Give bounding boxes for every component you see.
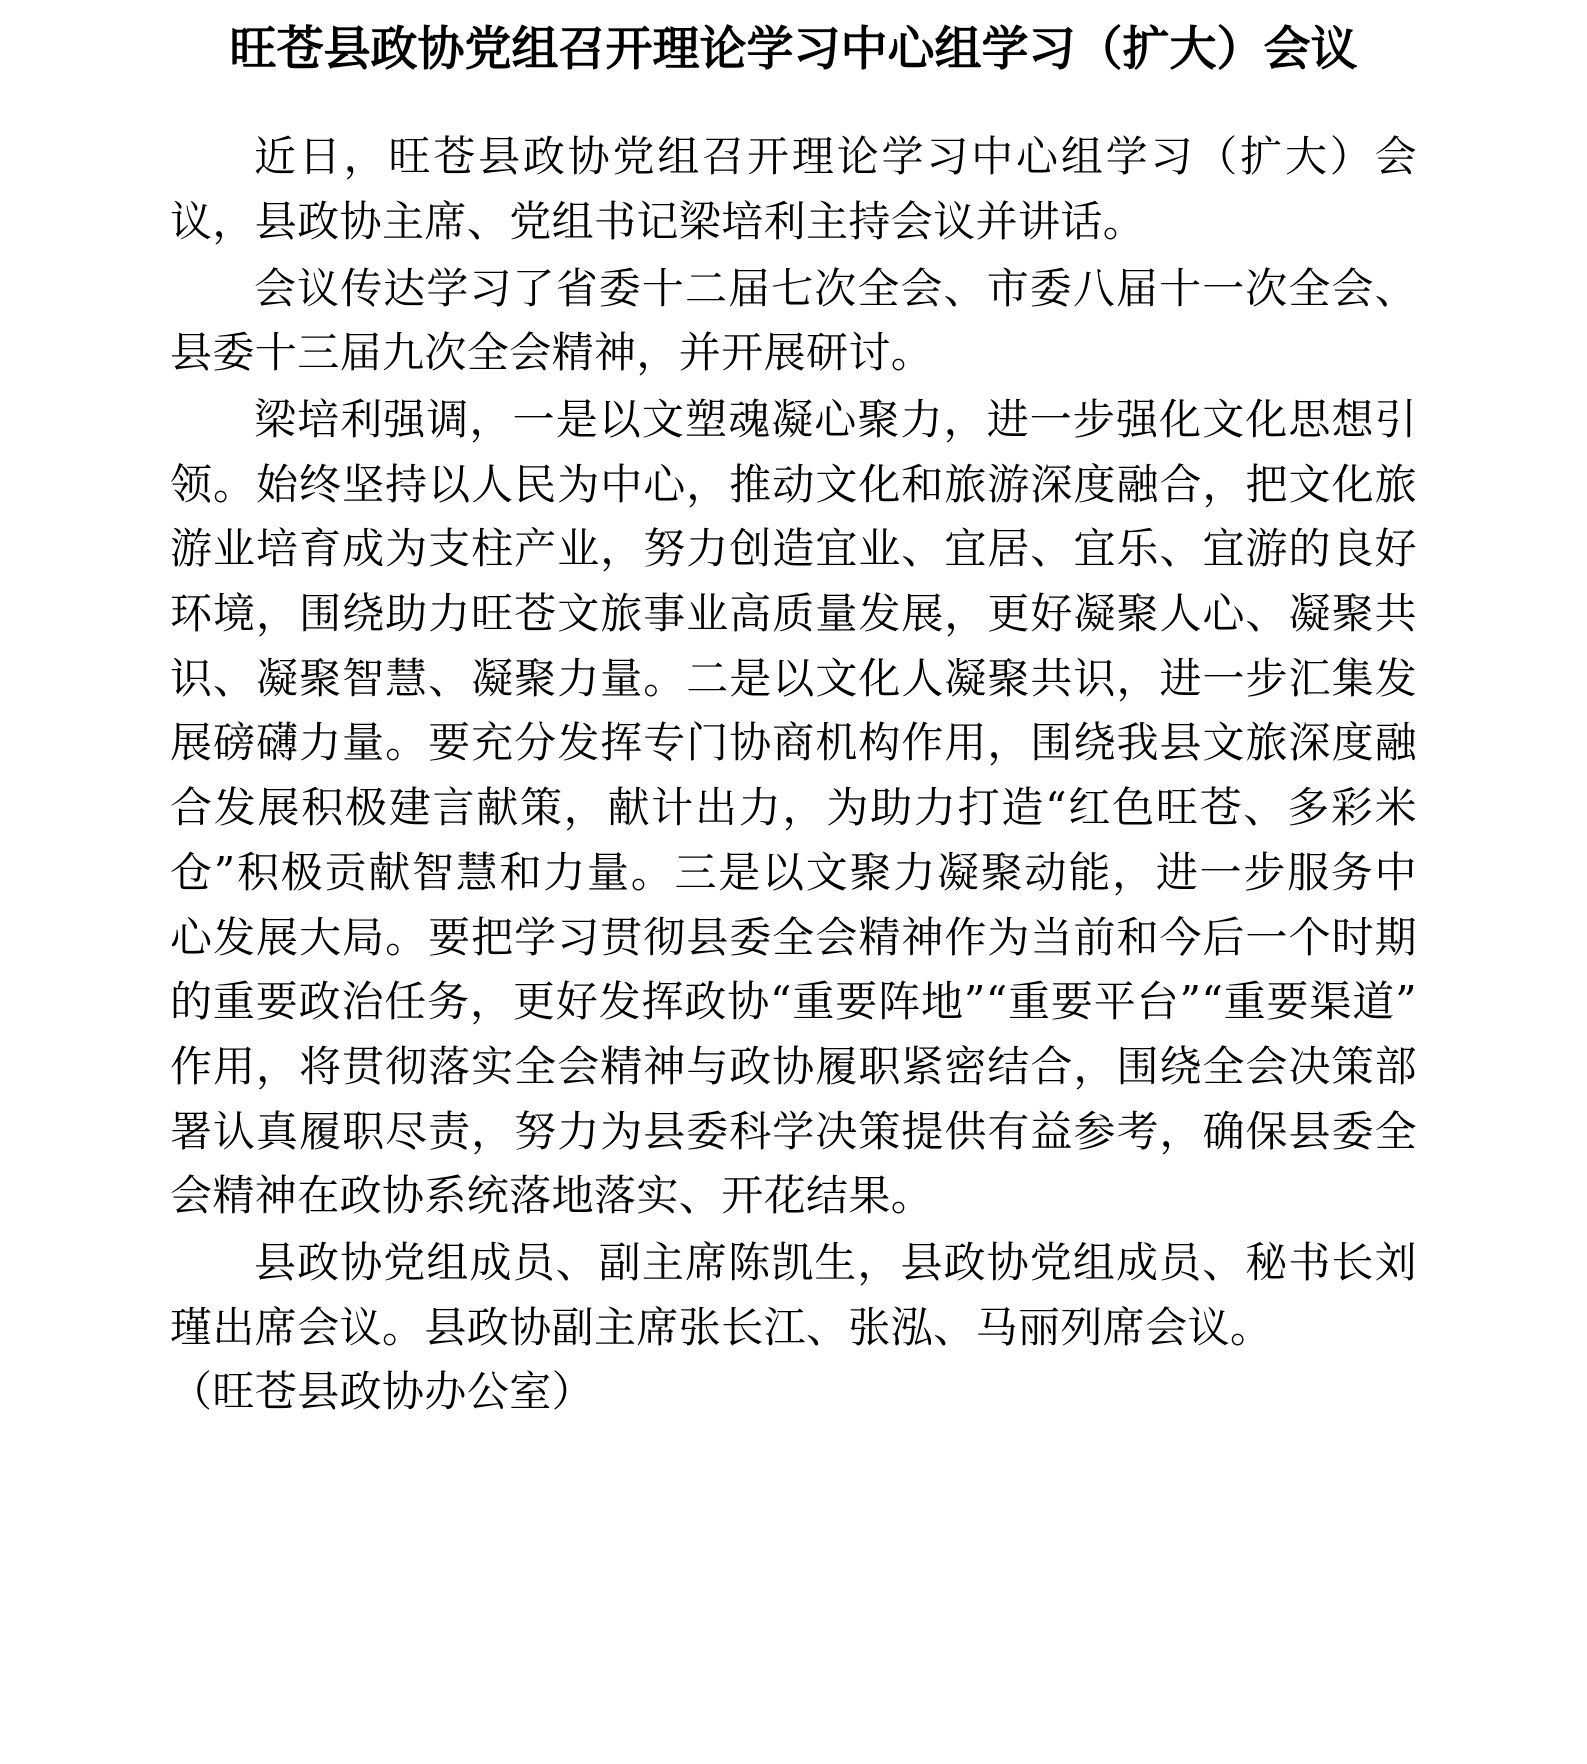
document-body	[170, 125, 1417, 1424]
paragraph-1: 近日，旺苍县政协党组召开理论学习中心组学习（扩大）会议，县政协主席、党组书记梁培利主持会议并讲话。	[170, 132, 1417, 247]
paragraph-4: 县政协党组成员、副主席陈凯生，县政协党组成员、秘书长刘瑾出席会议。县政协副主席张长江、张泓、马丽列席会议。	[170, 1237, 1417, 1352]
source-line: （旺苍县政协办公室）	[170, 1367, 595, 1417]
paragraph-3: 梁培利强调，一是以文塑魂凝心聚力，进一步强化文化思想引领。始终坚持以人民为中心，推动文化和旅游深度融合，把文化旅游业培育成为支柱产业，努力创造宜业、宜居、宜乐、宜游的良好环境，围绕助力旺苍文旅事业高质量发展，更好凝聚人心、凝聚共识、凝聚智慧、凝聚力量。二是以文化人凝聚共识，进一步汇集发展磅礴力量。要充分发挥专门协商机构作用，围绕我县文旅深度融合发展积极建言献策，献计出力，为助力打造“红色旺苍、多彩米仓”积极贡献智慧和力量。三是以文聚力凝聚动能，进一步服务中心发展大局。要把学习贯彻县委全会精神作为当前和今后一个时期的重要政治任务，更好发挥政协“重要阵地”“重要平台”“重要渠道”作用，将贯彻落实全会精神与政协履职紧密结合，围绕全会决策部署认真履职尽责，努力为县委科学决策提供有益参考，确保县委全会精神在政协系统落地落实、开花结果。	[170, 395, 1417, 1221]
page-title: 旺苍县政协党组召开理论学习中心组学习（扩大）会议	[229, 22, 1358, 77]
paragraph-2: 会议传达学习了省委十二届七次全会、市委八届十一次全会、县委十三届九次全会精神，并开展研讨。	[170, 263, 1417, 378]
